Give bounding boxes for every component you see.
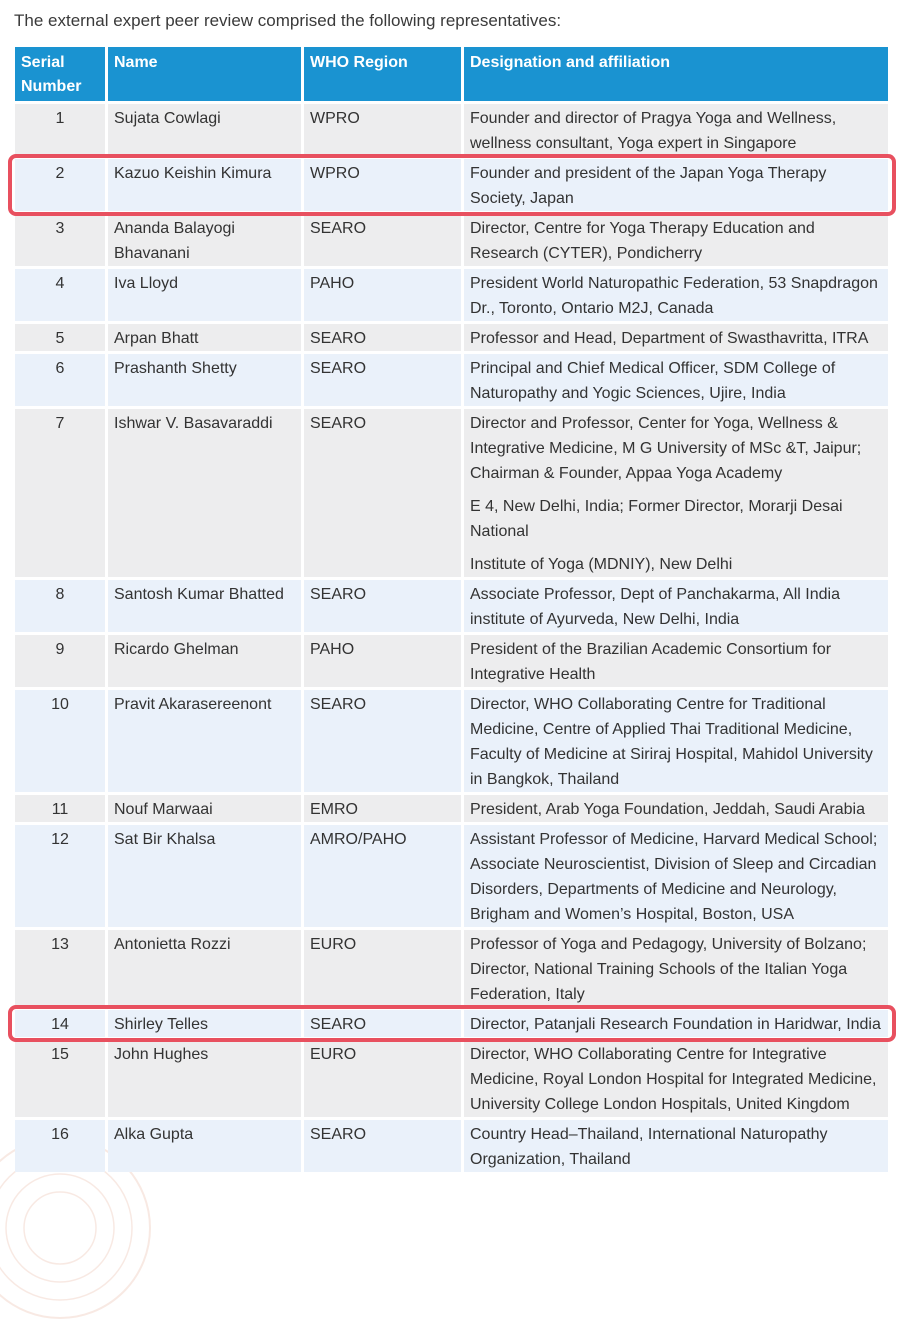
name-cell: Ishwar V. Basavaraddi xyxy=(108,409,301,577)
serial-number-cell: 1 xyxy=(15,104,105,156)
header-who-region: WHO Region xyxy=(304,47,461,101)
name-cell: Santosh Kumar Bhatted xyxy=(108,580,301,632)
table-row xyxy=(15,795,888,822)
serial-number-cell: 2 xyxy=(15,159,105,211)
name-cell: Iva Lloyd xyxy=(108,269,301,321)
table-row xyxy=(15,1010,888,1037)
serial-number-cell: 4 xyxy=(15,269,105,321)
name-cell: Antonietta Rozzi xyxy=(108,930,301,1007)
designation-text: Assistant Professor of Medicine, Harvard Medical School; Associate Neuroscientist, Division of Sleep and Circadian Disorders, Departments of Medicine and Neurology, Brigham and Women’s Hospital, Boston, USA xyxy=(470,831,878,923)
name-cell: Ananda Balayogi Bhavanani xyxy=(108,214,301,266)
who-region-cell: SEARO xyxy=(304,1010,461,1037)
table-row xyxy=(15,1040,888,1117)
who-region-cell: PAHO xyxy=(304,635,461,687)
serial-number-cell: 14 xyxy=(15,1010,105,1037)
designation-text: President, Arab Yoga Foundation, Jeddah, Saudi Arabia xyxy=(470,801,865,818)
designation-cell xyxy=(464,635,888,687)
serial-number-cell: 13 xyxy=(15,930,105,1007)
serial-number-cell: 5 xyxy=(15,324,105,351)
designation-text: Director and Professor, Center for Yoga, Wellness & Integrative Medicine, M G University of MSc &T, Jaipur; Chairman & Founder, Appaa Yoga Academy xyxy=(470,415,862,482)
designation-text: Professor of Yoga and Pedagogy, University of Bolzano; Director, National Training Schools of the Italian Yoga Federation, Italy xyxy=(470,936,867,1003)
who-region-cell: EMRO xyxy=(304,795,461,822)
table-row xyxy=(15,825,888,927)
who-region-cell: SEARO xyxy=(304,214,461,266)
designation-text: Associate Professor, Dept of Panchakarma, All India institute of Ayurveda, New Delhi, India xyxy=(470,586,840,628)
who-region-cell: WPRO xyxy=(304,104,461,156)
designation-text: Director, Patanjali Research Foundation in Haridwar, India xyxy=(470,1016,881,1033)
table-row xyxy=(15,214,888,266)
who-region-cell: AMRO/PAHO xyxy=(304,825,461,927)
serial-number-cell: 9 xyxy=(15,635,105,687)
designation-cell xyxy=(464,1120,888,1172)
designation-cell xyxy=(464,825,888,927)
table-row xyxy=(15,269,888,321)
serial-number-cell: 10 xyxy=(15,690,105,792)
designation-cell xyxy=(464,580,888,632)
designation-text: Director, Centre for Yoga Therapy Education and Research (CYTER), Pondicherry xyxy=(470,220,815,262)
table-row xyxy=(15,159,888,211)
who-region-cell: SEARO xyxy=(304,690,461,792)
who-region-cell: PAHO xyxy=(304,269,461,321)
designation-text: E 4, New Delhi, India; Former Director, Morarji Desai National xyxy=(470,498,843,540)
designation-cell xyxy=(464,1040,888,1117)
table-body xyxy=(15,104,888,1172)
peer-review-table xyxy=(12,44,891,1175)
designation-cell xyxy=(464,930,888,1007)
header-designation: Designation and affiliation xyxy=(464,47,888,101)
designation-text: Institute of Yoga (MDNIY), New Delhi xyxy=(470,556,733,573)
designation-text: Founder and director of Pragya Yoga and Wellness, wellness consultant, Yoga expert in Singapore xyxy=(470,110,837,152)
table-row xyxy=(15,354,888,406)
table-row xyxy=(15,930,888,1007)
who-region-cell: EURO xyxy=(304,1040,461,1117)
who-region-cell: SEARO xyxy=(304,354,461,406)
serial-number-cell: 11 xyxy=(15,795,105,822)
who-region-cell: SEARO xyxy=(304,1120,461,1172)
header-serial-number: Serial Number xyxy=(15,47,105,101)
table-row xyxy=(15,409,888,577)
designation-cell xyxy=(464,795,888,822)
designation-cell xyxy=(464,159,888,211)
name-cell: Alka Gupta xyxy=(108,1120,301,1172)
serial-number-cell: 12 xyxy=(15,825,105,927)
designation-cell xyxy=(464,690,888,792)
name-cell: Pravit Akarasereenont xyxy=(108,690,301,792)
table-row xyxy=(15,635,888,687)
header-name: Name xyxy=(108,47,301,101)
who-region-cell: SEARO xyxy=(304,409,461,577)
serial-number-cell: 15 xyxy=(15,1040,105,1117)
table-row xyxy=(15,580,888,632)
designation-text: Director, WHO Collaborating Centre for Traditional Medicine, Centre of Applied Thai Traditional Medicine, Faculty of Medicine at Siriraj Hospital, Mahidol University in Bangkok, Thailand xyxy=(470,696,873,788)
table-row xyxy=(15,104,888,156)
designation-text: Country Head–Thailand, International Naturopathy Organization, Thailand xyxy=(470,1126,828,1168)
designation-text: President of the Brazilian Academic Consortium for Integrative Health xyxy=(470,641,832,683)
name-cell: Nouf Marwaai xyxy=(108,795,301,822)
who-region-cell: WPRO xyxy=(304,159,461,211)
name-cell: Sat Bir Khalsa xyxy=(108,825,301,927)
intro-text: The external expert peer review comprised the following representatives: xyxy=(14,11,562,30)
designation-cell xyxy=(464,104,888,156)
designation-text: Founder and president of the Japan Yoga Therapy Society, Japan xyxy=(470,165,827,207)
serial-number-cell: 7 xyxy=(15,409,105,577)
designation-cell xyxy=(464,214,888,266)
designation-cell xyxy=(464,409,888,577)
designation-text: Director, WHO Collaborating Centre for Integrative Medicine, Royal London Hospital for Integrated Medicine, University College London Hospitals, United Kingdom xyxy=(470,1046,877,1113)
designation-cell xyxy=(464,324,888,351)
serial-number-cell: 8 xyxy=(15,580,105,632)
serial-number-cell: 16 xyxy=(15,1120,105,1172)
table-header-row xyxy=(15,47,888,101)
name-cell: Sujata Cowlagi xyxy=(108,104,301,156)
designation-cell xyxy=(464,354,888,406)
serial-number-cell: 6 xyxy=(15,354,105,406)
designation-cell xyxy=(464,1010,888,1037)
name-cell: Shirley Telles xyxy=(108,1010,301,1037)
name-cell: Prashanth Shetty xyxy=(108,354,301,406)
designation-text: Professor and Head, Department of Swasthavritta, ITRA xyxy=(470,330,869,347)
designation-cell xyxy=(464,269,888,321)
designation-text: Principal and Chief Medical Officer, SDM College of Naturopathy and Yogic Sciences, Ujire, India xyxy=(470,360,836,402)
who-region-cell: EURO xyxy=(304,930,461,1007)
name-cell: Arpan Bhatt xyxy=(108,324,301,351)
table-row xyxy=(15,324,888,351)
who-region-cell: SEARO xyxy=(304,324,461,351)
name-cell: Kazuo Keishin Kimura xyxy=(108,159,301,211)
table-row xyxy=(15,690,888,792)
name-cell: John Hughes xyxy=(108,1040,301,1117)
designation-text: President World Naturopathic Federation, 53 Snapdragon Dr., Toronto, Ontario M2J, Canada xyxy=(470,275,878,317)
table-row xyxy=(15,1120,888,1172)
serial-number-cell: 3 xyxy=(15,214,105,266)
who-region-cell: SEARO xyxy=(304,580,461,632)
name-cell: Ricardo Ghelman xyxy=(108,635,301,687)
